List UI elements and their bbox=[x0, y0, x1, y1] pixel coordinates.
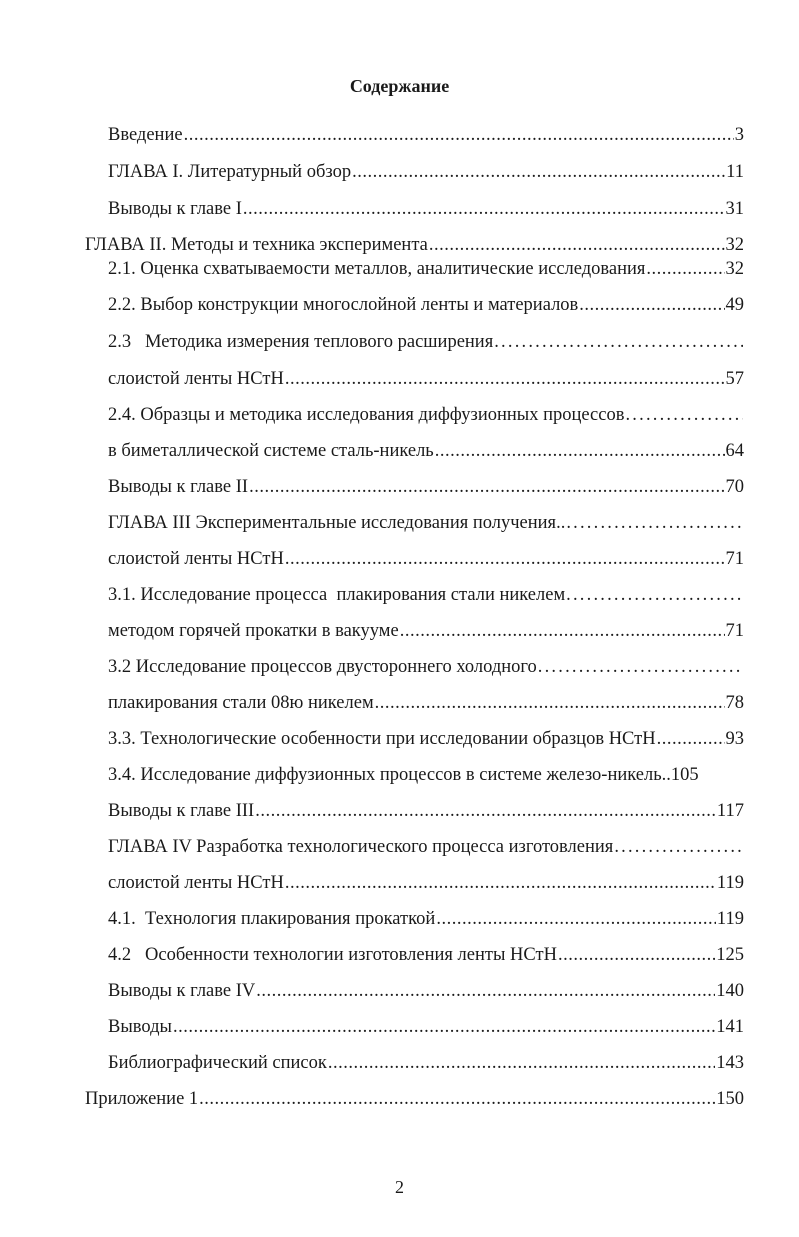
toc-entry-title: ГЛАВА III Экспериментальные исследования получения.. bbox=[108, 513, 566, 533]
leader-dots bbox=[538, 656, 743, 678]
leader-dots bbox=[400, 620, 725, 642]
toc-entry-page: 70 bbox=[725, 477, 744, 497]
toc-entry-4-2[interactable] bbox=[108, 944, 744, 966]
leader-dots bbox=[328, 1052, 715, 1074]
toc-entry-2-4-cont[interactable] bbox=[108, 440, 744, 462]
leader-dots bbox=[285, 548, 725, 570]
toc-entry-page: 125 bbox=[716, 945, 744, 965]
leader-dots bbox=[285, 872, 716, 894]
toc-entry-page: 93 bbox=[725, 729, 744, 749]
toc-entry-title: 3.2 Исследование процессов двустороннего холодного bbox=[108, 657, 537, 677]
toc-entry-page: 11 bbox=[726, 162, 744, 182]
toc-entry-introduction[interactable] bbox=[108, 124, 744, 146]
toc-entry-title: 4.2 Особенности технологии изготовления ленты НСтН bbox=[108, 945, 557, 965]
toc-entry-chapter-3[interactable] bbox=[108, 512, 744, 534]
toc-entry-page: 141 bbox=[716, 1017, 744, 1037]
toc-entry-page: 49 bbox=[725, 295, 744, 315]
toc-entry-conclusions-3[interactable] bbox=[108, 800, 744, 822]
toc-entry-page: 119 bbox=[716, 909, 744, 929]
toc-entry-page: 117 bbox=[716, 801, 744, 821]
toc-entry-title: слоистой ленты НСтН bbox=[108, 549, 284, 569]
toc-entry-conclusions-4[interactable] bbox=[108, 980, 744, 1002]
toc-entry-chapter-2[interactable] bbox=[85, 234, 744, 256]
leader-dots bbox=[243, 198, 725, 220]
leader-dots bbox=[173, 1016, 715, 1038]
toc-entry-title: слоистой ленты НСтН bbox=[108, 369, 284, 389]
toc-entry-page: 140 bbox=[716, 981, 744, 1001]
toc-entry-page: 71 bbox=[725, 621, 744, 641]
leader-dots bbox=[646, 258, 724, 280]
toc-entry-appendix-1[interactable] bbox=[85, 1088, 744, 1110]
toc-entry-3-1[interactable] bbox=[108, 584, 744, 606]
toc-entry-page: 32 bbox=[725, 235, 744, 255]
toc-entry-title: слоистой ленты НСтН bbox=[108, 873, 284, 893]
leader-dots bbox=[436, 908, 716, 930]
leader-dots bbox=[614, 836, 743, 858]
toc-entry-title: 4.1. Технология плакирования прокаткой bbox=[108, 909, 436, 929]
leader-dots bbox=[375, 692, 725, 714]
toc-entry-2-3-cont[interactable] bbox=[108, 368, 744, 390]
toc-entry-3-2-cont[interactable] bbox=[108, 692, 744, 714]
toc-entry-2-4[interactable] bbox=[108, 404, 744, 426]
toc-entry-title: 3.4. Исследование диффузионных процессов в системе железо-никель.. bbox=[108, 765, 671, 785]
leader-dots bbox=[256, 980, 715, 1002]
toc-entry-title: 3.3. Технологические особенности при исследовании образцов НСтН bbox=[108, 729, 656, 749]
toc-entry-3-2[interactable] bbox=[108, 656, 744, 678]
toc-entry-page: 105 bbox=[670, 765, 699, 785]
leader-dots bbox=[435, 440, 725, 462]
toc-entry-title: ГЛАВА II. Методы и техника эксперимента bbox=[85, 235, 428, 255]
toc-entry-title: Выводы к главе II bbox=[108, 477, 249, 497]
toc-entry-page: 78 bbox=[725, 693, 744, 713]
toc-entry-title: ГЛАВА IV Разработка технологического процесса изготовления bbox=[108, 837, 614, 857]
toc-entry-title: методом горячей прокатки в вакууме bbox=[108, 621, 399, 641]
toc-entry-2-2[interactable] bbox=[108, 294, 744, 316]
toc-entry-page: 64 bbox=[725, 441, 744, 461]
toc-entry-2-1[interactable] bbox=[108, 258, 744, 280]
toc-entry-title: в биметаллической системе сталь-никель bbox=[108, 441, 434, 461]
leader-dots bbox=[184, 124, 734, 146]
toc-entry-page: 150 bbox=[716, 1089, 744, 1109]
leader-dots bbox=[199, 1088, 715, 1110]
toc-entry-title: 2.4. Образцы и методика исследования диффузионных процессов bbox=[108, 405, 625, 425]
leader-dots bbox=[352, 161, 725, 183]
toc-entry-chapter-4[interactable] bbox=[108, 836, 744, 858]
toc-entry-chapter-1[interactable] bbox=[108, 161, 744, 183]
toc-entry-title: Выводы к главе III bbox=[108, 801, 255, 821]
toc-entry-chapter-3-cont[interactable] bbox=[108, 548, 744, 570]
toc-entry-page: 71 bbox=[725, 549, 744, 569]
leader-dots bbox=[285, 368, 725, 390]
toc-entry-2-3[interactable] bbox=[108, 331, 744, 353]
leader-dots bbox=[255, 800, 716, 822]
toc-entry-title: Выводы bbox=[108, 1017, 172, 1037]
toc-entry-3-3[interactable] bbox=[108, 728, 744, 750]
toc-entry-conclusions[interactable] bbox=[108, 1016, 744, 1038]
toc-entry-page: 31 bbox=[725, 199, 744, 219]
leader-dots bbox=[249, 476, 724, 498]
toc-entry-chapter-4-cont[interactable] bbox=[108, 872, 744, 894]
leader-dots bbox=[579, 294, 724, 316]
toc-entry-title: плакирования стали 08ю никелем bbox=[108, 693, 374, 713]
toc-entry-title: Выводы к главе I bbox=[108, 199, 242, 219]
toc-entry-title: Библиографический список bbox=[108, 1053, 327, 1073]
leader-dots bbox=[494, 331, 743, 353]
toc-entry-bibliography[interactable] bbox=[108, 1052, 744, 1074]
toc-entry-title: 2.2. Выбор конструкции многослойной ленты и материалов bbox=[108, 295, 579, 315]
toc-entry-title: Выводы к главе IV bbox=[108, 981, 256, 1001]
toc-entry-4-1[interactable] bbox=[108, 908, 744, 930]
leader-dots bbox=[625, 404, 743, 426]
document-title: Содержание bbox=[349, 76, 450, 96]
leader-dots bbox=[566, 512, 743, 534]
toc-entry-conclusions-2[interactable] bbox=[108, 476, 744, 498]
leader-dots bbox=[558, 944, 715, 966]
toc-entry-page: 32 bbox=[725, 259, 744, 279]
toc-entry-page: 143 bbox=[716, 1053, 744, 1073]
toc-entry-page: 3 bbox=[734, 125, 744, 145]
leader-dots bbox=[657, 728, 725, 750]
toc-entry-title: ГЛАВА I. Литературный обзор bbox=[108, 162, 352, 182]
toc-entry-conclusions-1[interactable] bbox=[108, 198, 744, 220]
toc-entry-title: 2.1. Оценка схватываемости металлов, аналитические исследования bbox=[108, 259, 646, 279]
leader-dots bbox=[429, 234, 725, 256]
toc-entry-3-1-cont[interactable] bbox=[108, 620, 744, 642]
toc-entry-3-4[interactable] bbox=[108, 764, 744, 786]
toc-entry-title: Введение bbox=[108, 125, 183, 145]
toc-entry-title: 3.1. Исследование процесса плакирования стали никелем bbox=[108, 585, 566, 605]
toc-entry-title: Приложение 1 bbox=[85, 1089, 199, 1109]
leader-dots bbox=[566, 584, 743, 606]
toc-entry-title: 2.3 Методика измерения теплового расширения bbox=[108, 332, 494, 352]
toc-entry-page: 57 bbox=[725, 369, 744, 389]
toc-entry-page: 119 bbox=[716, 873, 744, 893]
page-number: 2 bbox=[395, 1177, 404, 1197]
